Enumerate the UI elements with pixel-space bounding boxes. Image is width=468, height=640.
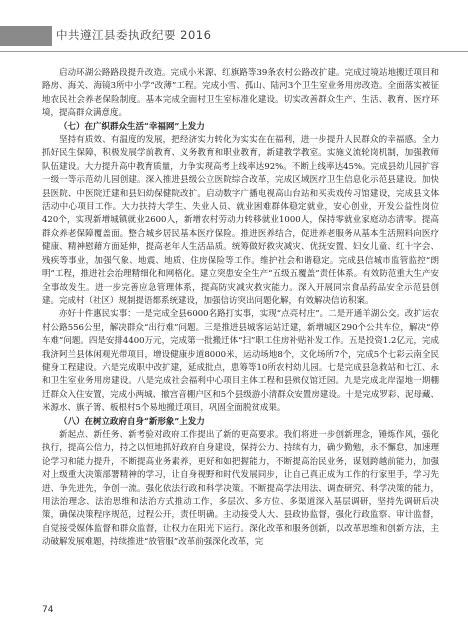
paragraph: 亦好十件惠民实事：一是完成全县6000名路打实事，实现“点亮村庄”。二是开通羊湖公交。改扩运农村公路556公里，解决群众“出行难”问题。三是推进县城客运站迁建，新增城区290个公共车位，解决“停车难”问题。四是安排4400万元，完成第一批搬迁体“扫”职工住房补贴补发工作。五是投资1.2亿元，完成我济阿兰县体闲观光带项目，增设健康步道8000米，运动场地8个，文化场所7个，完成5个七彩云南全民健身工程建设。六是完成职中改扩建，延成批点，患筹等10所农村幼儿园。七是完成县急救站和七江、永和卫生室业务用房建设。八是完成社会福利中心项目主体工程和县殡仪馆迁园。九是完成北岸湿地一期棚迁群众入住安置，完成小两城、撤宫音棚户区和5个县级游小清群众安置房建设。十是完成罗彩、泥母藏、米源水、旗子箐、板根村5个易地搬迁项目，巩固全面脱贫成果。 (42, 309, 439, 414)
paragraph: 新起点、新任务、新考验对政府工作提出了新的更高要求。我们将进一步创新理念，锤炼作风，强化执行，提高公信力，持之以恒地抓好政府自身建设，保持公力、持续有力，确少勤勉，永不懈怠，加速理论学习和能力提升，不断提高业务素养，更好和如把握能力，不断提高治民业务，谋划跨越前能力，加强对上级重大决策部署精神的学习，让自身视野和时代发展同步，让自己真正成为工作的行家里手，学习先进、争先进先，争创一流。强化依法行政和科学决策。不断提高学法用法、调查研究、科学决策的能力，用法治理念、法治思维和法治方式推动工作，多层次、多方位、多渠道深入基层调研，坚持先调研后决策，确保决策程序规范，过程公开，责任明确。主动接受人大、县政协监督，强化行政监察、审计监督，自觉接受媒体监督和群众监督，让权力在阳光下运行。深化改革和服务创新，以改革思维和创新方法，主动破解发展难题，持续推进“放管服”改革前强深化改革，完 (42, 429, 439, 548)
header-gray-bar (0, 26, 52, 46)
paragraph: 启动环湖公路路段提升改造。完成小米源、红旗路等39条农村公路改扩建。完成过境站地搬迁项目和路房、海关、海镜3所中小学“改薄”工程。完成小雪、孤山、陆河3个卫生室业务用房改造。全面落实被征地农民社会养老保险制度。基本完成全面村卫生室标准化建设。切实改善群众生产、生活、教育、医疗环境，提高群众满意度。 (42, 68, 439, 119)
running-title: 中共遵江县委执政纪要 2016 (56, 28, 212, 42)
paragraph: 坚持有质效、有温度的发展，把经济实力转化为实实在在福利，进一步提升人民群众的幸福感。全力抓好民生保障，积极发展学前教育、义务教育和职业教育，新建教学教室。实施义流轮岗机制，加强教师队伍建设。大力提升高中教育质量，力争实现高考上线率达92%。不断上线率达45%。完成县幼儿园扩容一级一等示范幼儿园创建。深入推进县级公立医院综合改革，完成区域医疗卫生信息化示范县建设。加快县医院、中医院迁建和县妇幼保健院改扩。启动数字广播电视高山台站和买卖戏传习馆建设，完成县文体活动中心项目工作。大力扶持大学生、失业人员、就业困难群体稳定就业，安心创业，开发公益性岗位420个，实现新增城镇就业2600人，新增农村劳动力转移就业1000人，保持零就业家庭动态清零。提高群众养老保障覆盖面。整合城乡居民基本医疗保险。推进医养结合，促进养老服务从基本生活照料向医疗健康、精神慰藉方面延伸，提高老年人生活品质。统筹做好救灾减灾、优抚安置、妇女儿童、红十字会、残疾等事业，加强气象、地震、地质、住房保险等工作。维护社会和谐稳定。完成县信城市监管监控“朗明”工程，推进社会治理精细化和网格化。建立突患安全生产“五级五覆盖”责任体系。有效防范重大生产安全事故发生。进一步完善应急管理体系，提高防灾减灾救灾能力。深入开展同宗食品药品安全示范县创建。完成村（社区）规制提语都系统建设，加强信访突出问题化解，有效解决信访积案。 (42, 135, 439, 306)
body-text (42, 67, 439, 550)
section-heading: （七）在广织群众生活“幸福网”上发力 (59, 121, 205, 132)
header-rule (0, 51, 468, 52)
page-header (0, 26, 468, 62)
section-heading: （八）在树立政府自身“新形象”上发力 (59, 416, 205, 427)
page-number: 74 (42, 605, 54, 615)
